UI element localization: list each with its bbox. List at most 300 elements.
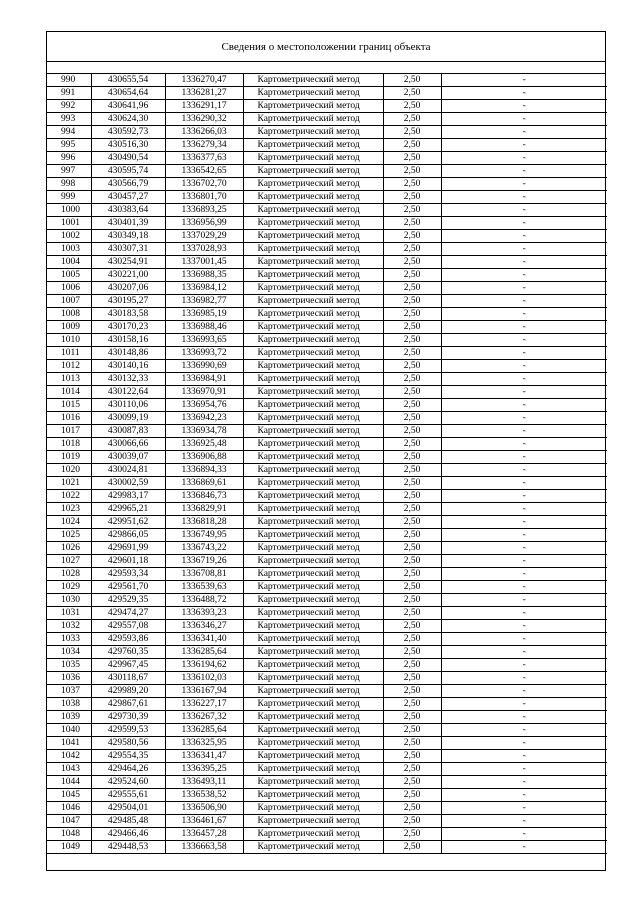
method-cell: Картометрический метод [243,594,383,607]
accuracy-cell: 2,50 [383,126,441,139]
method-cell: Картометрический метод [243,815,383,828]
table-row [47,841,607,854]
description-cell: - [441,633,607,646]
description-cell: - [441,334,607,347]
y-coordinate-cell: 1337028,93 [165,243,243,256]
description-cell: - [441,230,607,243]
y-coordinate-cell: 1336956,99 [165,217,243,230]
method-cell: Картометрический метод [243,841,383,854]
y-coordinate-cell: 1336984,12 [165,282,243,295]
table-row [47,256,607,269]
x-coordinate-cell: 429555,61 [91,789,165,802]
description-cell: - [441,74,607,87]
method-cell: Картометрический метод [243,724,383,737]
description-cell: - [441,594,607,607]
coordinates-table [47,74,607,854]
point-number-cell: 1047 [47,815,91,828]
x-coordinate-cell: 430654,64 [91,87,165,100]
y-coordinate-cell: 1336493,11 [165,776,243,789]
point-number-cell: 999 [47,191,91,204]
table-row [47,516,607,529]
table-row [47,763,607,776]
point-number-cell: 1006 [47,282,91,295]
y-coordinate-cell: 1336894,33 [165,464,243,477]
y-coordinate-cell: 1336988,46 [165,321,243,334]
description-cell: - [441,373,607,386]
y-coordinate-cell: 1336395,25 [165,763,243,776]
y-coordinate-cell: 1336506,90 [165,802,243,815]
x-coordinate-cell: 429599,53 [91,724,165,737]
point-number-cell: 1032 [47,620,91,633]
accuracy-cell: 2,50 [383,711,441,724]
accuracy-cell: 2,50 [383,568,441,581]
accuracy-cell: 2,50 [383,750,441,763]
point-number-cell: 1011 [47,347,91,360]
description-cell: - [441,139,607,152]
method-cell: Картометрический метод [243,828,383,841]
x-coordinate-cell: 430457,27 [91,191,165,204]
table-row [47,659,607,672]
accuracy-cell: 2,50 [383,724,441,737]
table-row [47,789,607,802]
description-cell: - [441,347,607,360]
accuracy-cell: 2,50 [383,425,441,438]
accuracy-cell: 2,50 [383,802,441,815]
table-row [47,373,607,386]
y-coordinate-cell: 1336285,64 [165,724,243,737]
y-coordinate-cell: 1336281,27 [165,87,243,100]
x-coordinate-cell: 430641,96 [91,100,165,113]
coordinates-table-body [47,74,607,854]
x-coordinate-cell: 429580,56 [91,737,165,750]
x-coordinate-cell: 430122,64 [91,386,165,399]
x-coordinate-cell: 430140,16 [91,360,165,373]
x-coordinate-cell: 430307,31 [91,243,165,256]
y-coordinate-cell: 1336488,72 [165,594,243,607]
table-row [47,425,607,438]
point-number-cell: 994 [47,126,91,139]
accuracy-cell: 2,50 [383,321,441,334]
point-number-cell: 1036 [47,672,91,685]
table-row [47,204,607,217]
accuracy-cell: 2,50 [383,698,441,711]
table-row [47,165,607,178]
x-coordinate-cell: 429967,45 [91,659,165,672]
table-row [47,672,607,685]
description-cell: - [441,191,607,204]
description-cell: - [441,438,607,451]
accuracy-cell: 2,50 [383,516,441,529]
accuracy-cell: 2,50 [383,503,441,516]
table-row [47,802,607,815]
x-coordinate-cell: 429951,62 [91,516,165,529]
point-number-cell: 1002 [47,230,91,243]
point-number-cell: 1038 [47,698,91,711]
table-row [47,347,607,360]
x-coordinate-cell: 430624,30 [91,113,165,126]
table-row [47,139,607,152]
point-number-cell: 1012 [47,360,91,373]
description-cell: - [441,217,607,230]
point-number-cell: 1013 [47,373,91,386]
method-cell: Картометрический метод [243,412,383,425]
description-cell: - [441,607,607,620]
accuracy-cell: 2,50 [383,74,441,87]
description-cell: - [441,659,607,672]
table-row [47,594,607,607]
description-cell: - [441,113,607,126]
description-cell: - [441,503,607,516]
table-row [47,100,607,113]
method-cell: Картометрический метод [243,282,383,295]
description-cell: - [441,87,607,100]
accuracy-cell: 2,50 [383,763,441,776]
description-cell: - [441,126,607,139]
y-coordinate-cell: 1336984,91 [165,373,243,386]
x-coordinate-cell: 429867,61 [91,698,165,711]
point-number-cell: 1031 [47,607,91,620]
point-number-cell: 1044 [47,776,91,789]
accuracy-cell: 2,50 [383,373,441,386]
x-coordinate-cell: 430002,59 [91,477,165,490]
point-number-cell: 1014 [47,386,91,399]
method-cell: Картометрический метод [243,659,383,672]
y-coordinate-cell: 1336377,63 [165,152,243,165]
accuracy-cell: 2,50 [383,594,441,607]
accuracy-cell: 2,50 [383,152,441,165]
y-coordinate-cell: 1336869,61 [165,477,243,490]
table-row [47,477,607,490]
method-cell: Картометрический метод [243,542,383,555]
point-number-cell: 1035 [47,659,91,672]
table-row [47,334,607,347]
y-coordinate-cell: 1336270,47 [165,74,243,87]
accuracy-cell: 2,50 [383,191,441,204]
method-cell: Картометрический метод [243,295,383,308]
description-cell: - [441,399,607,412]
point-number-cell: 1025 [47,529,91,542]
y-coordinate-cell: 1336954,76 [165,399,243,412]
point-number-cell: 1037 [47,685,91,698]
description-cell: - [441,152,607,165]
y-coordinate-cell: 1336279,34 [165,139,243,152]
accuracy-cell: 2,50 [383,360,441,373]
x-coordinate-cell: 430158,16 [91,334,165,347]
accuracy-cell: 2,50 [383,607,441,620]
y-coordinate-cell: 1336539,63 [165,581,243,594]
description-cell: - [441,698,607,711]
method-cell: Картометрический метод [243,438,383,451]
point-number-cell: 1045 [47,789,91,802]
x-coordinate-cell: 429524,60 [91,776,165,789]
method-cell: Картометрический метод [243,698,383,711]
description-cell: - [441,321,607,334]
point-number-cell: 1016 [47,412,91,425]
point-number-cell: 1015 [47,399,91,412]
table-row [47,74,607,87]
y-coordinate-cell: 1336227,17 [165,698,243,711]
description-cell: - [441,516,607,529]
table-row [47,152,607,165]
accuracy-cell: 2,50 [383,334,441,347]
y-coordinate-cell: 1336708,81 [165,568,243,581]
y-coordinate-cell: 1336818,28 [165,516,243,529]
point-number-cell: 1009 [47,321,91,334]
y-coordinate-cell: 1336993,72 [165,347,243,360]
y-coordinate-cell: 1336542,65 [165,165,243,178]
accuracy-cell: 2,50 [383,282,441,295]
point-number-cell: 1023 [47,503,91,516]
description-cell: - [441,464,607,477]
y-coordinate-cell: 1336663,58 [165,841,243,854]
x-coordinate-cell: 429601,18 [91,555,165,568]
description-cell: - [441,178,607,191]
method-cell: Картометрический метод [243,477,383,490]
y-coordinate-cell: 1336346,27 [165,620,243,633]
x-coordinate-cell: 429866,05 [91,529,165,542]
point-number-cell: 1041 [47,737,91,750]
description-cell: - [441,841,607,854]
method-cell: Картометрический метод [243,763,383,776]
method-cell: Картометрический метод [243,802,383,815]
accuracy-cell: 2,50 [383,113,441,126]
point-number-cell: 996 [47,152,91,165]
description-cell: - [441,204,607,217]
point-number-cell: 1026 [47,542,91,555]
y-coordinate-cell: 1336985,19 [165,308,243,321]
description-cell: - [441,165,607,178]
table-row [47,360,607,373]
method-cell: Картометрический метод [243,334,383,347]
y-coordinate-cell: 1336743,22 [165,542,243,555]
method-cell: Картометрический метод [243,581,383,594]
y-coordinate-cell: 1336341,47 [165,750,243,763]
table-row [47,633,607,646]
y-coordinate-cell: 1337029,29 [165,230,243,243]
point-number-cell: 1029 [47,581,91,594]
accuracy-cell: 2,50 [383,308,441,321]
y-coordinate-cell: 1336719,26 [165,555,243,568]
table-row [47,126,607,139]
x-coordinate-cell: 430024,81 [91,464,165,477]
point-number-cell: 991 [47,87,91,100]
table-row [47,451,607,464]
accuracy-cell: 2,50 [383,139,441,152]
x-coordinate-cell: 429965,21 [91,503,165,516]
accuracy-cell: 2,50 [383,451,441,464]
x-coordinate-cell: 429983,17 [91,490,165,503]
method-cell: Картометрический метод [243,386,383,399]
table-row [47,438,607,451]
method-cell: Картометрический метод [243,451,383,464]
method-cell: Картометрический метод [243,126,383,139]
method-cell: Картометрический метод [243,178,383,191]
accuracy-cell: 2,50 [383,269,441,282]
table-row [47,243,607,256]
method-cell: Картометрический метод [243,321,383,334]
accuracy-cell: 2,50 [383,477,441,490]
y-coordinate-cell: 1336167,94 [165,685,243,698]
x-coordinate-cell: 429561,70 [91,581,165,594]
x-coordinate-cell: 429760,35 [91,646,165,659]
accuracy-cell: 2,50 [383,217,441,230]
y-coordinate-cell: 1336982,77 [165,295,243,308]
accuracy-cell: 2,50 [383,178,441,191]
method-cell: Картометрический метод [243,568,383,581]
x-coordinate-cell: 430039,07 [91,451,165,464]
description-cell: - [441,256,607,269]
x-coordinate-cell: 430183,58 [91,308,165,321]
description-cell: - [441,568,607,581]
accuracy-cell: 2,50 [383,529,441,542]
accuracy-cell: 2,50 [383,581,441,594]
method-cell: Картометрический метод [243,464,383,477]
x-coordinate-cell: 429464,26 [91,763,165,776]
method-cell: Картометрический метод [243,230,383,243]
point-number-cell: 993 [47,113,91,126]
method-cell: Картометрический метод [243,750,383,763]
description-cell: - [441,620,607,633]
accuracy-cell: 2,50 [383,399,441,412]
method-cell: Картометрический метод [243,74,383,87]
description-cell: - [441,386,607,399]
accuracy-cell: 2,50 [383,672,441,685]
y-coordinate-cell: 1336461,67 [165,815,243,828]
accuracy-cell: 2,50 [383,165,441,178]
point-number-cell: 1003 [47,243,91,256]
method-cell: Картометрический метод [243,607,383,620]
accuracy-cell: 2,50 [383,386,441,399]
accuracy-cell: 2,50 [383,256,441,269]
table-row [47,412,607,425]
method-cell: Картометрический метод [243,100,383,113]
point-number-cell: 1022 [47,490,91,503]
description-cell: - [441,269,607,282]
x-coordinate-cell: 429730,39 [91,711,165,724]
description-cell: - [441,100,607,113]
y-coordinate-cell: 1336988,35 [165,269,243,282]
y-coordinate-cell: 1336970,91 [165,386,243,399]
point-number-cell: 1042 [47,750,91,763]
y-coordinate-cell: 1336846,73 [165,490,243,503]
accuracy-cell: 2,50 [383,659,441,672]
method-cell: Картометрический метод [243,165,383,178]
x-coordinate-cell: 430195,27 [91,295,165,308]
point-number-cell: 1021 [47,477,91,490]
description-cell: - [441,802,607,815]
accuracy-cell: 2,50 [383,776,441,789]
point-number-cell: 1001 [47,217,91,230]
point-number-cell: 1010 [47,334,91,347]
table-row [47,555,607,568]
point-number-cell: 990 [47,74,91,87]
description-cell: - [441,555,607,568]
method-cell: Картометрический метод [243,347,383,360]
x-coordinate-cell: 430566,79 [91,178,165,191]
y-coordinate-cell: 1336285,64 [165,646,243,659]
x-coordinate-cell: 430221,00 [91,269,165,282]
y-coordinate-cell: 1336393,23 [165,607,243,620]
method-cell: Картометрический метод [243,490,383,503]
x-coordinate-cell: 430655,54 [91,74,165,87]
accuracy-cell: 2,50 [383,789,441,802]
accuracy-cell: 2,50 [383,490,441,503]
table-row [47,776,607,789]
table-row [47,321,607,334]
x-coordinate-cell: 430383,64 [91,204,165,217]
description-cell: - [441,828,607,841]
table-row [47,295,607,308]
method-cell: Картометрический метод [243,399,383,412]
description-cell: - [441,490,607,503]
description-cell: - [441,711,607,724]
point-number-cell: 1049 [47,841,91,854]
method-cell: Картометрический метод [243,737,383,750]
table-row [47,503,607,516]
method-cell: Картометрический метод [243,503,383,516]
point-number-cell: 1046 [47,802,91,815]
description-cell: - [441,724,607,737]
description-cell: - [441,412,607,425]
y-coordinate-cell: 1336893,25 [165,204,243,217]
table-row [47,230,607,243]
description-cell: - [441,737,607,750]
point-number-cell: 1005 [47,269,91,282]
accuracy-cell: 2,50 [383,100,441,113]
y-coordinate-cell: 1336993,65 [165,334,243,347]
x-coordinate-cell: 430516,30 [91,139,165,152]
document-title: Сведения о местоположении границ объекта [47,32,605,62]
x-coordinate-cell: 429557,08 [91,620,165,633]
blank-header-row [47,62,605,74]
method-cell: Картометрический метод [243,646,383,659]
accuracy-cell: 2,50 [383,438,441,451]
y-coordinate-cell: 1337001,45 [165,256,243,269]
method-cell: Картометрический метод [243,789,383,802]
y-coordinate-cell: 1336102,03 [165,672,243,685]
description-cell: - [441,542,607,555]
method-cell: Картометрический метод [243,373,383,386]
table-row [47,529,607,542]
description-cell: - [441,581,607,594]
point-number-cell: 1040 [47,724,91,737]
y-coordinate-cell: 1336325,95 [165,737,243,750]
y-coordinate-cell: 1336538,52 [165,789,243,802]
y-coordinate-cell: 1336990,69 [165,360,243,373]
point-number-cell: 1019 [47,451,91,464]
table-row [47,178,607,191]
x-coordinate-cell: 429485,48 [91,815,165,828]
method-cell: Картометрический метод [243,113,383,126]
point-number-cell: 1048 [47,828,91,841]
table-row [47,386,607,399]
x-coordinate-cell: 430254,91 [91,256,165,269]
accuracy-cell: 2,50 [383,620,441,633]
y-coordinate-cell: 1336749,95 [165,529,243,542]
x-coordinate-cell: 429474,27 [91,607,165,620]
accuracy-cell: 2,50 [383,646,441,659]
accuracy-cell: 2,50 [383,828,441,841]
y-coordinate-cell: 1336457,28 [165,828,243,841]
method-cell: Картометрический метод [243,87,383,100]
x-coordinate-cell: 429529,35 [91,594,165,607]
method-cell: Картометрический метод [243,633,383,646]
method-cell: Картометрический метод [243,620,383,633]
x-coordinate-cell: 430349,18 [91,230,165,243]
x-coordinate-cell: 430490,54 [91,152,165,165]
x-coordinate-cell: 430066,66 [91,438,165,451]
accuracy-cell: 2,50 [383,464,441,477]
